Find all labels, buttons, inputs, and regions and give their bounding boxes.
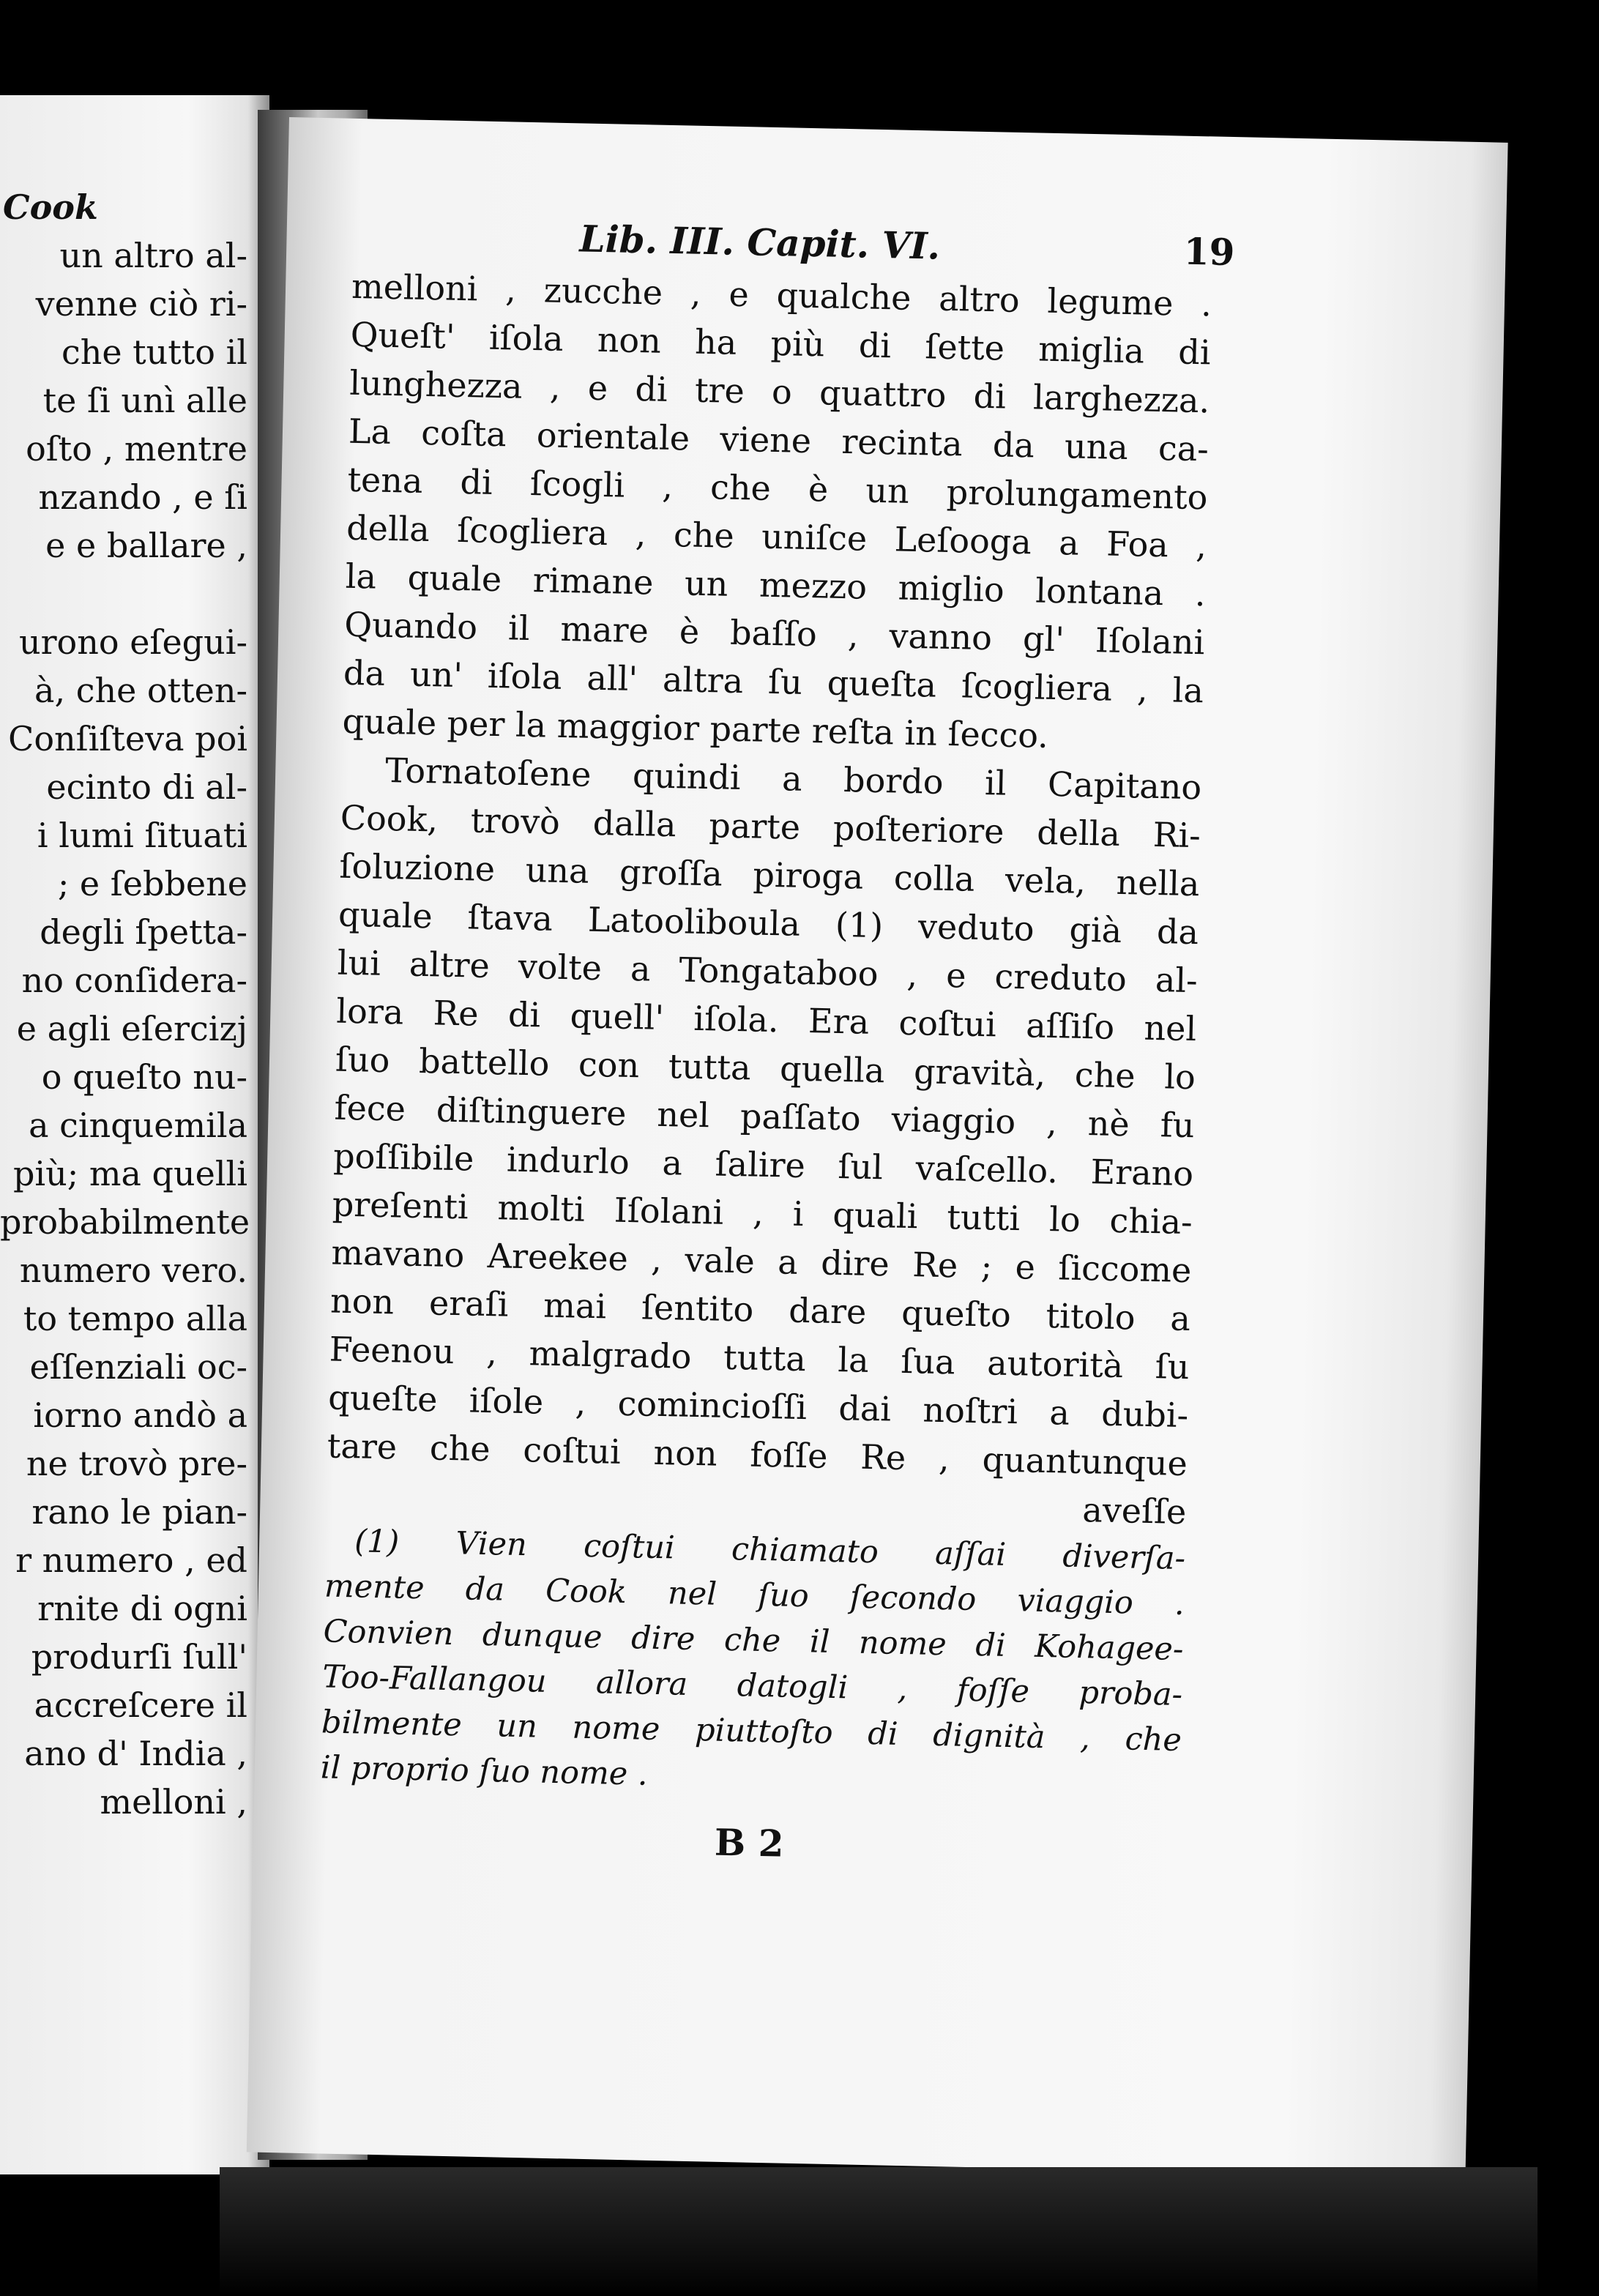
right-page [247, 117, 1508, 2177]
left-line: e agli eſercizj [16, 1009, 247, 1048]
body-line: Queſt' iſola non ha più di ſette miglia di [350, 314, 1212, 373]
body-line: non eraſi mai ſentito dare queſto titolo a [329, 1281, 1191, 1339]
left-line: a cinquemila [29, 1106, 247, 1145]
body-line: lunghezza , e di tre o quattro di larghezza. [348, 362, 1210, 421]
body-line: ſoluzione una groſſa piroga colla vela, nella [339, 846, 1200, 904]
body-line: fece diſtinguere nel paſſato viaggio , nè fu [334, 1087, 1195, 1146]
body-line: tare che coſtui non foſſe Re , quantunque [327, 1425, 1188, 1484]
left-line: ano d' India , [24, 1734, 247, 1773]
bottom-shadow [220, 2167, 1538, 2296]
body-line: quale ſtava Latooliboula (1) veduto già da [338, 894, 1199, 953]
left-line: rano le pian- [31, 1492, 247, 1532]
left-line: produrſi ſull' [31, 1637, 247, 1677]
left-line: te ſi unì alle [42, 381, 247, 420]
left-line: probabilmente [0, 1202, 250, 1242]
printer-signature: B 2 [714, 1820, 785, 1865]
left-line: r numero , ed [15, 1540, 247, 1580]
left-line: rnite di ogni [37, 1589, 247, 1628]
left-line: to tempo alla [23, 1299, 247, 1338]
left-line: urono eſegui- [18, 622, 247, 662]
left-line: iorno andò a [33, 1395, 247, 1435]
running-head-title: Lib. III. Capit. VI. [578, 217, 941, 268]
footnote-line: bilmente un nome piuttoſto di dignità , che [321, 1704, 1182, 1759]
body-line: preſenti molti Iſolani , i quali tutti lo chia- [332, 1184, 1193, 1242]
left-page [0, 95, 269, 2174]
right-page-text [318, 206, 1236, 1882]
left-line: accreſcere il [34, 1685, 247, 1725]
page-number: 19 [1183, 229, 1236, 275]
left-line: degli ſpetta- [40, 912, 247, 952]
body-line: da un' iſola all' altra ſu queſta ſcogliera , la [343, 652, 1204, 711]
body-line: lui altre volte a Tongataboo , e creduto al- [337, 942, 1199, 1001]
catchword: aveſſe [1081, 1490, 1187, 1532]
left-line: ; e ſebbene [57, 864, 247, 903]
left-line: nzando , e ſi [38, 477, 247, 517]
left-line: i lumi ſituati [37, 816, 247, 855]
left-line: eſſenziali oc- [29, 1347, 247, 1387]
body-line: la quale rimane un mezzo miglio lontana . [345, 556, 1207, 614]
left-page-text [0, 183, 256, 1826]
left-line: e e ballare , [45, 526, 247, 565]
left-line: venne ciò ri- [35, 284, 247, 324]
left-line: numero vero. [19, 1250, 247, 1290]
left-line: ecinto di al- [46, 767, 247, 807]
body-line: poſſibile indurlo a ſalire ſul vaſcello. Erano [332, 1136, 1194, 1194]
left-line: un altro al- [59, 236, 247, 275]
body-line: lora Re di quell' iſola. Era coſtui aſſiſo nel [335, 991, 1197, 1049]
body-line: La coſta orientale viene recinta da una ca- [348, 411, 1210, 469]
body-line: tena di ſcogli , che è un prolungamento [347, 459, 1208, 518]
footnote-line: mente da Cook nel ſuo ſecondo viaggio . [324, 1568, 1185, 1623]
left-running-head: Cook [3, 187, 98, 227]
footnote-line: Convien dunque dire che il nome di Kohagee- [323, 1613, 1184, 1669]
body-line: queſte iſole , comincioſſi dai noſtri a dubi- [327, 1377, 1189, 1436]
left-line: più; ma quelli [12, 1154, 247, 1193]
footnote-line: (1) Vien coſtui chiamato aſſai diverſa- [354, 1523, 1186, 1578]
left-line: melloni , [100, 1782, 247, 1822]
body-line: Cook, trovò dalla parte poſteriore della Ri- [340, 797, 1201, 856]
left-line: à, che otten- [34, 671, 247, 710]
body-line: della ſcogliera , che uniſce Leſooga a Foa , [346, 507, 1207, 566]
body-line: Feenou , malgrado tutta la ſua autorità ſu [329, 1329, 1190, 1387]
body-line: mavano Areekee , vale a dire Re ; e ſiccome [330, 1232, 1192, 1291]
body-line: Quando il mare è baſſo , vanno gl' Iſolani [343, 604, 1205, 663]
left-line: che tutto il [61, 332, 247, 372]
left-line: Conſiſteva poi [8, 719, 247, 758]
left-line: oſto , mentre [26, 429, 247, 469]
footnote-line: il proprio ſuo nome . [320, 1749, 649, 1793]
left-line: o queſto nu- [41, 1057, 247, 1097]
footnote-line: Too-Fallangou allora datogli , foſſe proba- [321, 1658, 1183, 1714]
left-line: no conſidera- [21, 961, 247, 1000]
body-line: quale per la maggior parte reſta in ſecco. [342, 701, 1049, 756]
body-line: ſuo battello con tutta quella gravità, che lo [335, 1039, 1196, 1097]
left-line [0, 570, 256, 618]
body-line: Tornatoſene quindi a bordo il Capitano [384, 750, 1202, 808]
left-line: ne trovò pre- [26, 1444, 247, 1483]
body-line: melloni , zucche , e qualche altro legume . [351, 266, 1212, 324]
